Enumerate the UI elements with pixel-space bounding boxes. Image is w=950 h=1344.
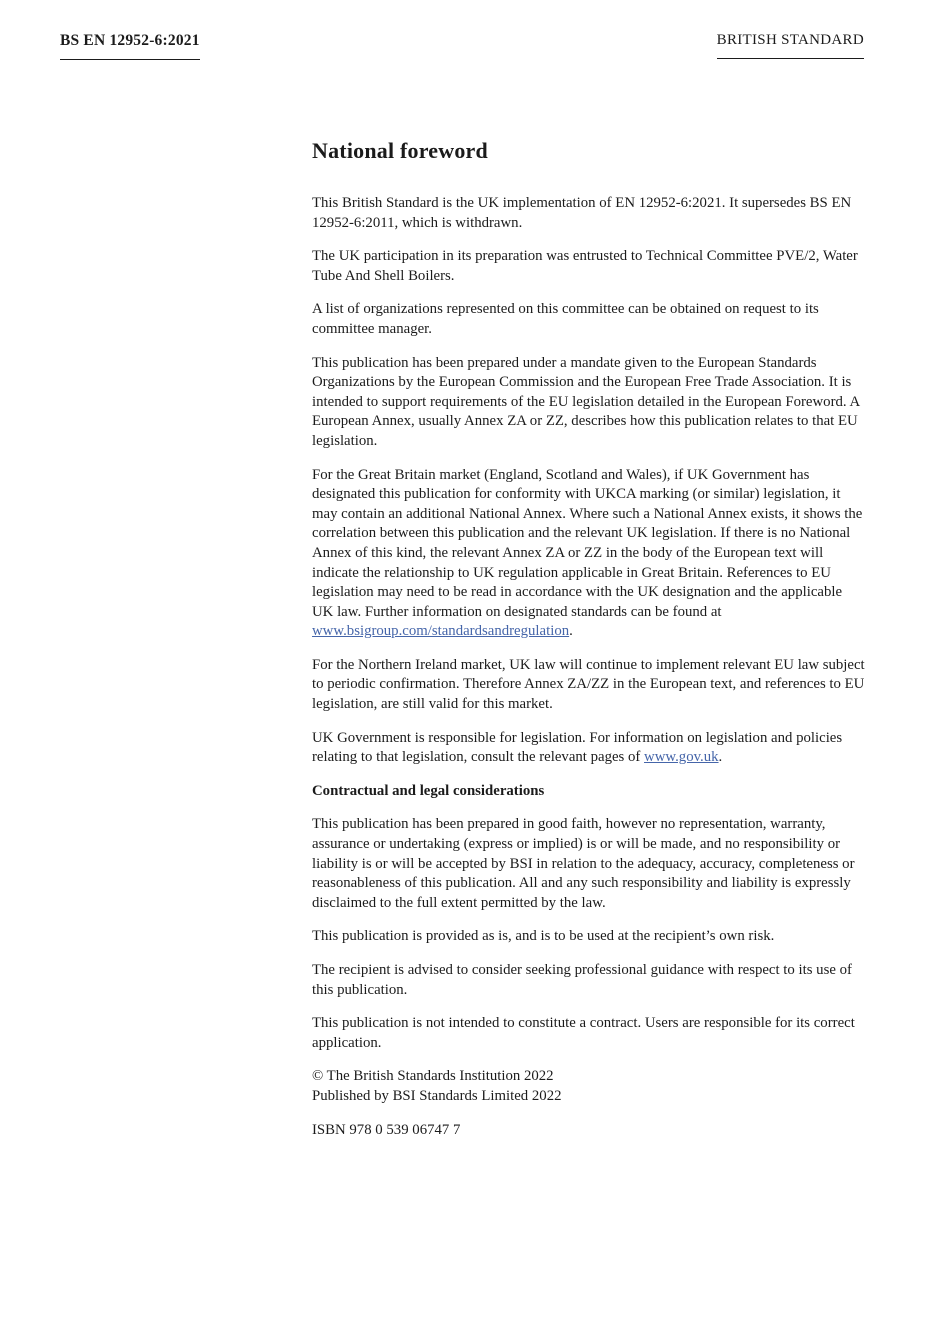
- paragraph-uk-participation: The UK participation in its preparation was entrusted to Technical Committee PVE/2, Water Tube And Shell Boilers.: [312, 248, 858, 284]
- paragraph-good-faith-disclaimer: This publication has been prepared in good faith, however no representation, warranty, assurance or undertaking (express or implied) is or will be made, and no responsibility or liability is or will be accepted by BSI in relation to the adequacy, accuracy, completeness or reasonableness of this publication. All and any such responsibility and liability is expressly disclaimed to the full extent permitted by the law.: [312, 816, 855, 911]
- paragraph-not-a-contract: This publication is not intended to constitute a contract. Users are responsible for its correct application.: [312, 1015, 855, 1051]
- standard-label: BRITISH STANDARD: [717, 32, 864, 59]
- paragraph-uk-government: [312, 729, 866, 768]
- paragraph-great-britain-market: [312, 466, 866, 642]
- paragraph-mandate: This publication has been prepared under a mandate given to the European Standards Organizations by the European Commission and the European Free Trade Association. It is intended to support requirements of the EU legislation detailed in the European Foreword. A European Annex, usually Annex ZA or ZZ, describes how this publication relates to that EU legislation.: [312, 354, 860, 449]
- publisher-line: Published by BSI Standards Limited 2022: [312, 1087, 562, 1104]
- page-header: [60, 32, 864, 60]
- gov-uk-link[interactable]: www.gov.uk: [644, 749, 719, 766]
- paragraph-great-britain-text: For the Great Britain market (England, Scotland and Wales), if UK Government has designated this publication for conformity with UKCA marking (or similar) legislation, it may contain an additional National Annex. Where such a National Annex exists, it shows the correlation between this publication and the relevant UK legislation. If there is no National Annex of this kind, the relevant Annex ZA or ZZ in the body of the European text will indicate the relationship to UK regulation applicable in Great Britain. References to EU legislation may need to be read in accordance with the UK designation and the applicable UK law. Further information on designated standards can be found at: [312, 466, 863, 620]
- paragraph-organizations-list: A list of organizations represented on this committee can be obtained on request to its committee manager.: [312, 301, 819, 337]
- paragraph-uk-government-after: .: [718, 749, 723, 766]
- copyright-block: [312, 1067, 866, 1106]
- paragraph-professional-guidance: The recipient is advised to consider seeking professional guidance with respect to its use of this publication.: [312, 962, 852, 998]
- paragraph-implementation: This British Standard is the UK implementation of EN 12952-6:2021. It supersedes BS EN 12952-6:2011, which is withdrawn.: [312, 195, 852, 231]
- paragraph-northern-ireland-market: For the Northern Ireland market, UK law will continue to implement relevant EU law subject to periodic confirmation. Therefore Annex ZA/ZZ in the European text, and references to EU legislation, are still valid for this market.: [312, 656, 865, 713]
- paragraph-uk-government-text: UK Government is responsible for legislation. For information on legislation and policies relating to that legislation, consult the relevant pages of: [312, 729, 843, 766]
- page-title: National foreword: [312, 138, 488, 163]
- copyright-line: © The British Standards Institution 2022: [312, 1068, 554, 1085]
- isbn-line: ISBN 978 0 539 06747 7: [312, 1121, 461, 1138]
- document-number: BS EN 12952-6:2021: [60, 32, 200, 60]
- document-body: [312, 138, 866, 1140]
- paragraph-great-britain-after: .: [569, 623, 573, 640]
- subheading-contractual-legal: Contractual and legal considerations: [312, 782, 545, 799]
- paragraph-as-is: This publication is provided as is, and is to be used at the recipient’s own risk.: [312, 928, 775, 945]
- bsigroup-standards-link[interactable]: www.bsigroup.com/standardsandregulation: [312, 623, 570, 640]
